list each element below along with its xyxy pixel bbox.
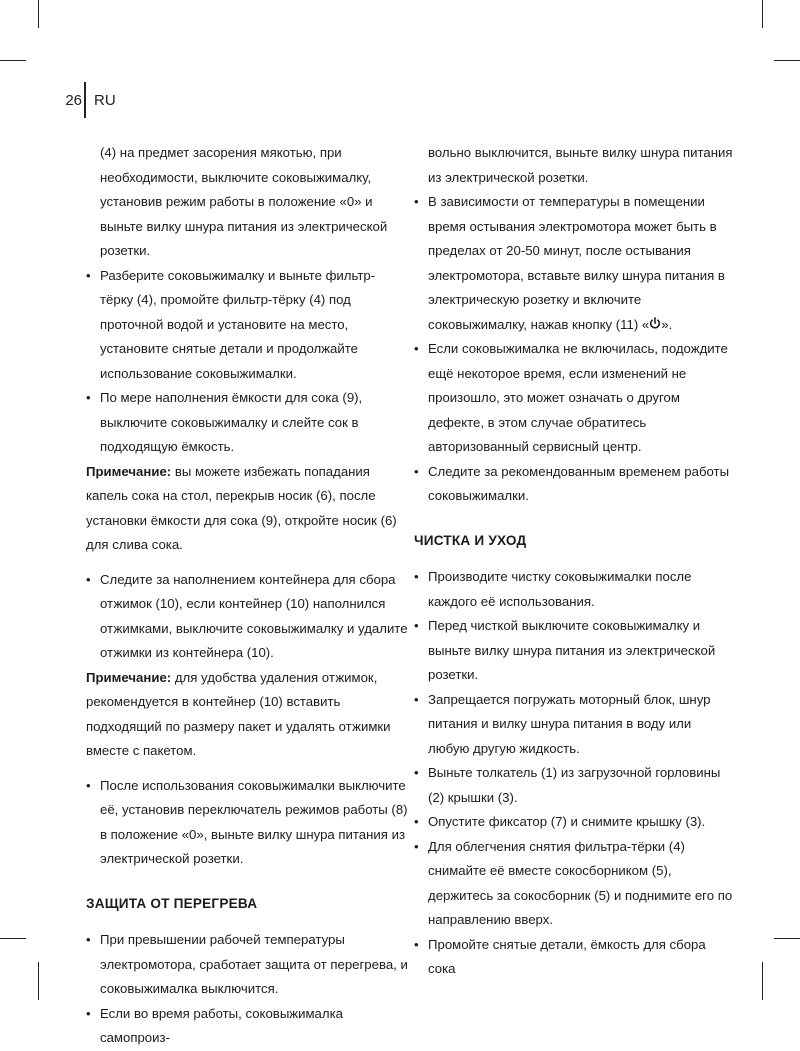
note-paragraph — [86, 460, 408, 558]
note-paragraph — [86, 666, 408, 764]
page-header — [52, 92, 116, 109]
list-item-text: Выньте толкатель (1) из загрузочной горловины (2) крышки (3). — [428, 765, 721, 805]
bullet: • — [86, 777, 91, 793]
list-item — [86, 1002, 408, 1051]
crop-mark — [774, 938, 800, 939]
bullet: • — [86, 390, 91, 405]
list-item-text: Разберите соковыжималку и выньте фильтр-тёрку (4), промойте фильтр-тёрку (4) под проточной водой и установите на место, установите снятые детали и продолжайте использование соковыжималки. — [100, 267, 376, 381]
list-item-text: В зависимости от температуры в помещении время остывания электромотора может быть в пределах от 20-50 минут, после остывания электромотора, вставьте вилку шнура питания в электрическую розетку и включите соковыжималку, нажав кнопку (11) « — [428, 194, 725, 332]
crop-mark — [0, 938, 26, 939]
note-label: Примечание: — [86, 463, 172, 479]
crop-mark — [762, 962, 763, 1000]
section-heading: ЧИСТКА И УХОД — [414, 532, 527, 548]
note-text: для удобства удаления отжимок, рекомендуется в контейнер (10) вставить подходящий по размеру пакет и удалять отжимки вместе с пакетом. — [86, 669, 391, 758]
list-item-text: Производите чистку соковыжималки после каждого её использования. — [428, 569, 692, 609]
list-item — [414, 810, 736, 835]
list-item — [86, 568, 408, 666]
list-item-text: Если соковыжималка не включилась, подождите ещё некоторое время, если изменений не произошло, это может означать о другом дефекте, в этом случае обратитесь авторизованный сервисный центр. — [428, 341, 728, 454]
list-item-text: Перед чисткой выключите соковыжималку и выньте вилку шнура питания из электрической розетки. — [428, 618, 716, 682]
bullet: • — [414, 936, 419, 952]
list-item — [86, 928, 408, 1002]
power-icon — [649, 318, 661, 332]
right-column — [414, 141, 736, 982]
list-item-text: Промойте снятые детали, ёмкость для сбора сока — [428, 936, 706, 976]
continued-paragraph: вольно выключится, выньте вилку шнура питания из электрической розетки. — [428, 145, 733, 185]
note-text: вы можете избежать попадания капель сока на стол, перекрыв носик (6), после установки ёмкости для сока (9), откройте носик (6) для слива сока. — [86, 463, 397, 552]
bullet: • — [414, 691, 419, 707]
list-item — [414, 614, 736, 688]
list-item-text: Следите за наполнением контейнера для сбора отжимок (10), если контейнер (10) наполнился отжимками, выключите соковыжималку и удалите отжимки из контейнера (10). — [100, 571, 408, 660]
bullet: • — [86, 267, 91, 283]
list-item — [86, 774, 408, 872]
list-item-text: При превышении рабочей температуры электромотора, сработает защита от перегрева, и соковыжималка выключится. — [100, 932, 408, 996]
list-item — [414, 565, 736, 614]
bullet: • — [414, 463, 419, 479]
list-item — [86, 386, 408, 460]
bullet: • — [86, 1005, 91, 1021]
list-item — [414, 761, 736, 810]
list-item-text-end: ». — [661, 316, 673, 332]
list-item — [414, 190, 736, 337]
bullet: • — [414, 765, 419, 780]
list-item — [414, 933, 736, 982]
bullet: • — [414, 618, 419, 633]
section-heading: ЗАЩИТА ОТ ПЕРЕГРЕВА — [86, 895, 258, 911]
list-item-text: Если во время работы, соковыжималка самопроиз- — [100, 1005, 343, 1045]
list-item — [414, 460, 736, 509]
header-divider — [84, 82, 86, 118]
crop-mark — [38, 0, 39, 28]
list-item-text: Для облегчения снятия фильтра-тёрки (4) снимайте её вместе сокосборником (5), держитесь за сокосборник (5) и поднимите его по направлению вверх. — [428, 838, 733, 927]
list-item — [414, 688, 736, 762]
bullet: • — [414, 838, 419, 854]
bullet: • — [414, 341, 419, 356]
list-item-text: Следите за рекомендованным временем работы соковыжималки. — [428, 463, 730, 503]
list-item — [86, 264, 408, 387]
list-item-text: По мере наполнения ёмкости для сока (9), выключите соковыжималку и слейте сок в подходящую ёмкость. — [100, 390, 363, 454]
bullet: • — [414, 814, 419, 829]
list-item-text: Запрещается погружать моторный блок, шнур питания и вилку шнура питания в воду или любую другую жидкость. — [428, 691, 711, 756]
language-label: RU — [94, 92, 116, 109]
bullet: • — [86, 932, 91, 947]
crop-mark — [762, 0, 763, 28]
bullet: • — [86, 571, 91, 587]
list-item-text: После использования соковыжималки выключите её, установив переключатель режимов работы (8) в положение «0», выньте вилку шнура питания из электрической розетки. — [100, 777, 408, 866]
list-item — [414, 835, 736, 933]
page-number: 26 — [65, 92, 82, 109]
continued-paragraph: (4) на предмет засорения мякотью, при необходимости, выключите соковыжималку, установив режим работы в положение «0» и выньте вилку шнура питания из электрической розетки. — [100, 145, 388, 258]
bullet: • — [414, 194, 419, 209]
crop-mark — [0, 60, 26, 61]
bullet: • — [414, 569, 419, 584]
crop-mark — [774, 60, 800, 61]
list-item — [414, 337, 736, 460]
crop-mark — [38, 962, 39, 1000]
note-label: Примечание: — [86, 669, 172, 685]
left-column — [86, 141, 408, 1051]
list-item-text: Опустите фиксатор (7) и снимите крышку (3). — [428, 814, 706, 829]
